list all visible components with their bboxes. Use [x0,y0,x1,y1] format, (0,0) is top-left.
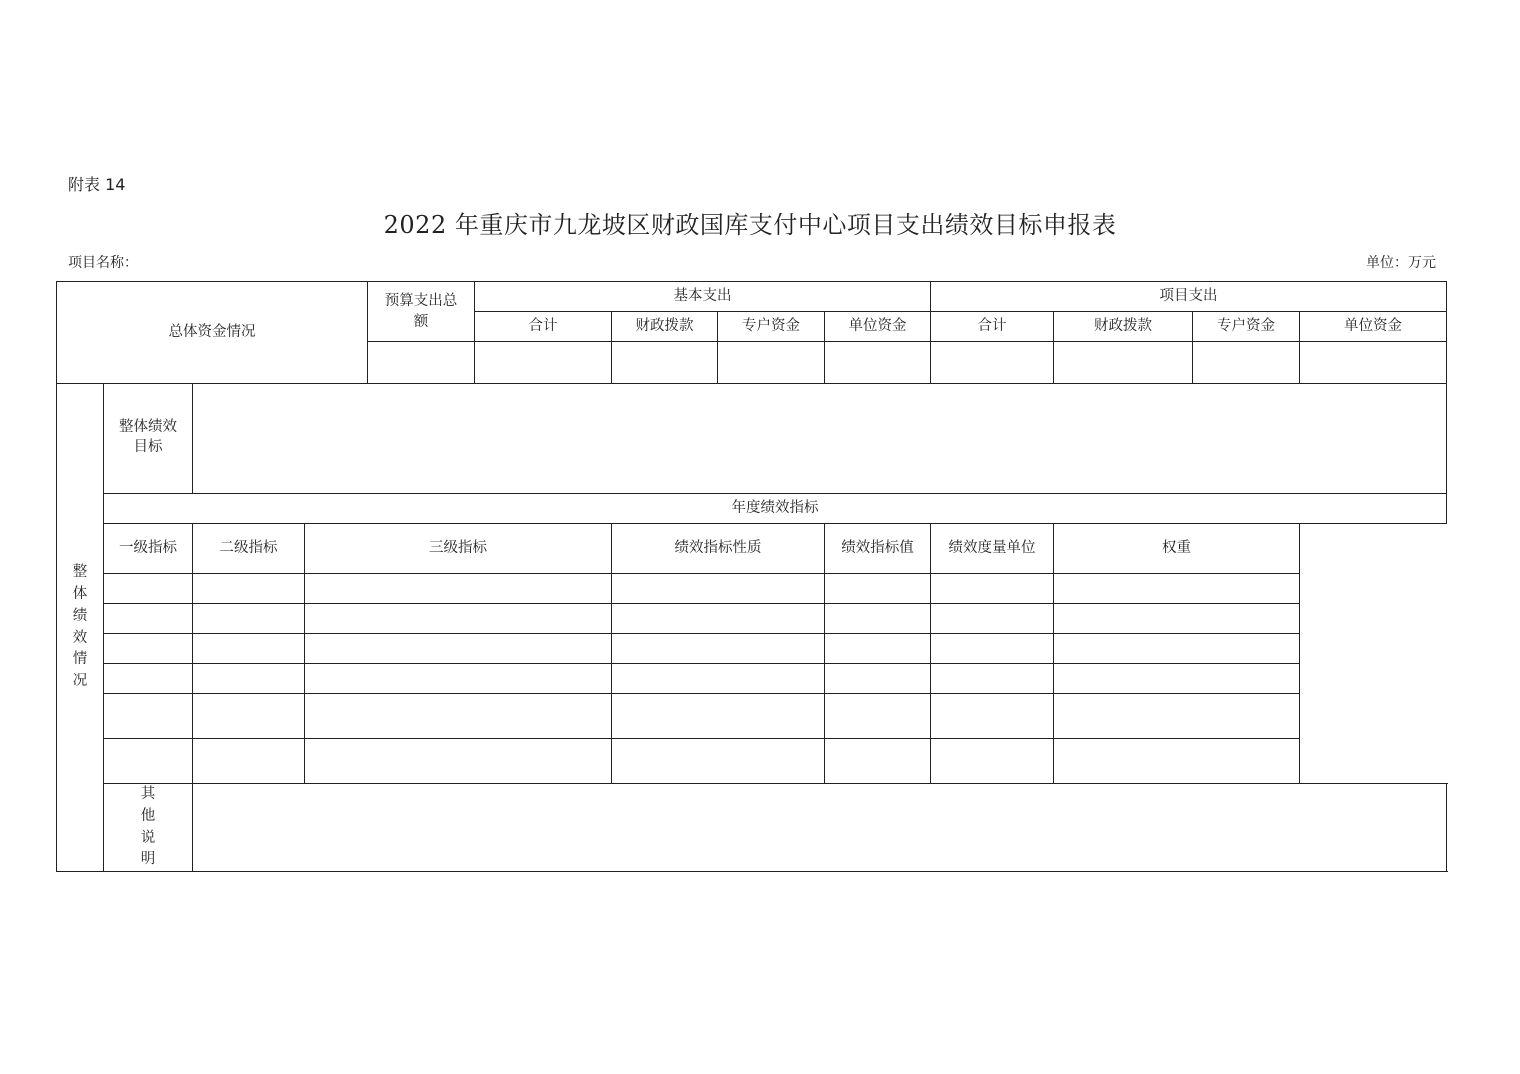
table-cell[interactable] [825,739,931,784]
project-total-cell[interactable] [931,342,1054,384]
table-cell[interactable] [612,694,825,739]
table-cell[interactable] [612,574,825,604]
table-cell[interactable] [305,634,612,664]
table-row [57,694,1447,739]
overall-goal-label: 整体绩效目标 [104,384,193,494]
project-unit-cell[interactable] [1300,342,1447,384]
level3-indicator-header: 三级指标 [305,524,612,574]
table-cell[interactable] [305,739,612,784]
overall-performance-section-label: 整体绩效情况 [57,384,104,872]
level1-indicator-header: 一级指标 [104,524,193,574]
table-cell[interactable] [1054,604,1300,634]
table-cell[interactable] [305,664,612,694]
table-cell[interactable] [193,664,305,694]
table-row [57,739,1447,784]
measure-unit-header: 绩效度量单位 [931,524,1054,574]
table-cell[interactable] [193,604,305,634]
table-cell[interactable] [104,574,193,604]
project-unit-header: 单位资金 [1300,312,1447,342]
project-special-cell[interactable] [1193,342,1300,384]
table-cell[interactable] [1054,664,1300,694]
basic-fiscal-cell[interactable] [612,342,718,384]
project-name-label: 项目名称： [68,255,138,271]
table-cell[interactable] [931,739,1054,784]
table-cell[interactable] [612,664,825,694]
table-cell[interactable] [825,574,931,604]
basic-unit-header: 单位资金 [825,312,931,342]
project-fiscal-header: 财政拨款 [1054,312,1193,342]
table-cell[interactable] [193,694,305,739]
basic-total-cell[interactable] [475,342,612,384]
table-cell[interactable] [931,634,1054,664]
project-expense-label: 项目支出 [931,282,1447,312]
table-cell[interactable] [931,604,1054,634]
table-cell[interactable] [193,634,305,664]
table-cell[interactable] [825,604,931,634]
table-cell[interactable] [825,634,931,664]
table-cell[interactable] [931,694,1054,739]
overall-funds-label: 总体资金情况 [57,282,368,384]
table-row [57,604,1447,634]
table-cell[interactable] [305,574,612,604]
table-cell[interactable] [104,604,193,634]
table-cell[interactable] [305,694,612,739]
table-cell[interactable] [931,664,1054,694]
project-total-header: 合计 [931,312,1054,342]
table-cell[interactable] [1054,634,1300,664]
budget-total-cell[interactable] [368,342,475,384]
table-cell[interactable] [1054,694,1300,739]
weight-header: 权重 [1054,524,1300,574]
basic-total-header: 合计 [475,312,612,342]
indicator-nature-header: 绩效指标性质 [612,524,825,574]
table-cell[interactable] [931,574,1054,604]
table-cell[interactable] [104,664,193,694]
table-cell[interactable] [612,739,825,784]
page-title: 2022 年重庆市九龙坡区财政国库支付中心项目支出绩效目标申报表 [383,211,1117,239]
level2-indicator-header: 二级指标 [193,524,305,574]
table-cell[interactable] [825,694,931,739]
table-row [57,574,1447,604]
table-cell[interactable] [612,604,825,634]
attachment-label: 附表 14 [68,175,126,194]
budget-total-label: 预算支出总额 [368,282,475,342]
table-cell[interactable] [1054,739,1300,784]
project-special-header: 专户资金 [1193,312,1300,342]
table-cell[interactable] [1054,574,1300,604]
basic-special-cell[interactable] [718,342,825,384]
basic-special-header: 专户资金 [718,312,825,342]
table-row [57,634,1447,664]
performance-target-form [56,281,1447,872]
table-cell[interactable] [104,634,193,664]
basic-unit-cell[interactable] [825,342,931,384]
basic-fiscal-header: 财政拨款 [612,312,718,342]
table-row [57,664,1447,694]
table-cell[interactable] [305,604,612,634]
basic-expense-label: 基本支出 [475,282,931,312]
unit-label: 单位：万元 [1366,255,1436,271]
table-cell[interactable] [193,739,305,784]
indicator-value-header: 绩效指标值 [825,524,931,574]
table-cell[interactable] [104,694,193,739]
overall-goal-cell[interactable] [193,384,1447,494]
table-cell[interactable] [104,739,193,784]
project-fiscal-cell[interactable] [1054,342,1193,384]
table-cell[interactable] [825,664,931,694]
annual-indicators-label: 年度绩效指标 [104,494,1447,524]
other-notes-cell[interactable] [193,784,1447,872]
table-cell[interactable] [193,574,305,604]
table-cell[interactable] [612,634,825,664]
other-notes-label: 其他说明 [104,784,193,872]
